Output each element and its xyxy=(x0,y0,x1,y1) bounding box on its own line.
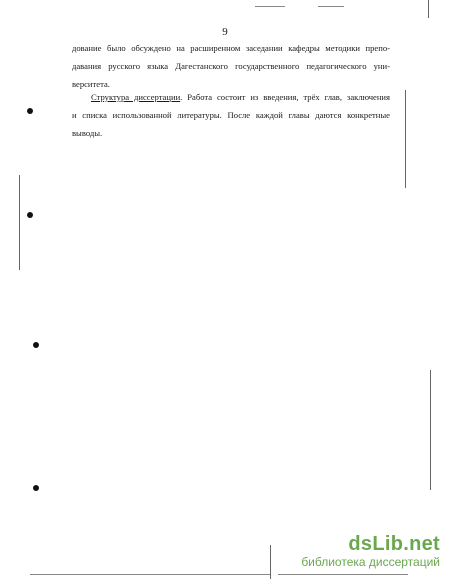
margin-line xyxy=(428,0,429,18)
binder-hole-mark xyxy=(27,108,33,114)
paragraph-text: . Работа состоит из введения, трёх глав, заключения xyxy=(180,92,390,102)
section-heading: Структура диссертации xyxy=(91,92,181,102)
paragraph-structure xyxy=(72,88,390,142)
margin-line xyxy=(270,545,271,579)
paragraph-line: верситета. xyxy=(72,79,110,89)
site-tagline: библиотека диссертаций xyxy=(301,555,440,569)
scan-mark xyxy=(255,6,285,7)
site-watermark xyxy=(301,533,440,569)
binder-hole-mark xyxy=(27,212,33,218)
paragraph-line: дование было обсуждено на расширенном заседании кафедры методики препо- xyxy=(72,43,390,53)
paragraph-approval xyxy=(72,39,390,93)
margin-line xyxy=(430,370,431,490)
margin-line xyxy=(405,90,406,188)
paragraph-line xyxy=(72,88,390,106)
page-number: 9 xyxy=(222,26,228,38)
scan-mark xyxy=(318,6,344,7)
binder-hole-mark xyxy=(33,485,39,491)
paragraph-line: и списка использованной литературы. После каждой главы даются конкретные xyxy=(72,110,390,120)
site-logo: dsLib.net xyxy=(348,533,440,555)
scan-mark xyxy=(30,574,270,575)
margin-line xyxy=(19,175,20,270)
paragraph-line: давания русского языка Дагестанского государственного педагогического уни- xyxy=(72,61,390,71)
paragraph-line: выводы. xyxy=(72,128,103,138)
binder-hole-mark xyxy=(33,342,39,348)
scan-mark xyxy=(278,574,408,575)
